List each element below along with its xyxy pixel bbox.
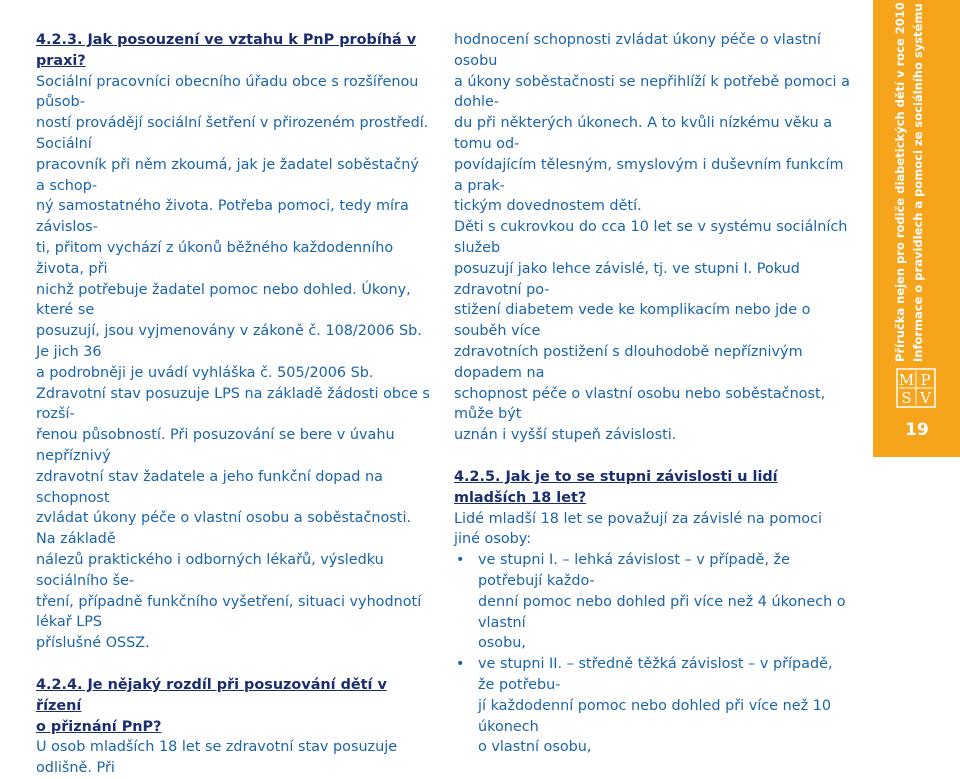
text-line: povídajícím tělesným, smyslovým i duševním funkcím a prak- <box>454 156 844 194</box>
logo-letter: V <box>920 389 931 407</box>
text-line: hodnocení schopnosti zvládat úkony péče o vlastní osobu <box>454 32 821 69</box>
list-item <box>454 654 852 758</box>
text-line: nichž potřebuje žadatel pomoc nebo dohled. Úkony, které se <box>36 281 411 319</box>
page-number: 19 <box>905 420 929 440</box>
bullet-icon: • <box>456 552 465 569</box>
text-line: jí každodenní pomoc nebo dohled při více než 10 úkonech <box>478 697 832 735</box>
text-line: tickým dovednostem dětí. <box>454 198 642 215</box>
logo-letter: M <box>898 371 915 389</box>
text-line: příslušné OSSZ. <box>36 635 150 652</box>
text-line: nálezů praktického i odborných lékařů, výsledku sociálního še- <box>36 551 384 589</box>
text-line: Sociální pracovníci obecního úřadu obce s rozšířenou působ- <box>36 73 419 111</box>
text-line: du při některých úkonech. A to kvůli nízkému věku a tomu od- <box>454 115 833 152</box>
text-line: zdravotních postižení s dlouhodobě nepříznivým dopadem na <box>454 343 803 381</box>
text-line: stižení diabetem vede ke komplikacím nebo jde o souběh více <box>454 302 811 340</box>
text-line: U osob mladších 18 let se zdravotní stav posuzuje odlišně. Při <box>36 739 398 777</box>
section-heading-4-2-4 <box>36 675 432 737</box>
list-intro: Lidé mladší 18 let se považují za závislé na pomoci jiné osoby: <box>454 510 822 548</box>
paragraph-4-2-4 <box>36 737 432 779</box>
text-line: zvládat úkony péče o vlastní osobu a soběstačnosti. Na základě <box>36 510 412 548</box>
text-line: a podrobněji je uvádí vyhláška č. 505/2006 Sb. <box>36 364 374 381</box>
text-line: tření, případně funkčního vyšetření, situaci vyhodnotí lékař LPS <box>36 593 422 631</box>
paragraph-continued <box>454 30 852 446</box>
logo-letter: S <box>901 389 912 407</box>
sidebar-title-line-1: Příručka nejen pro rodiče diabetických dětí v roce 2010 <box>893 2 907 362</box>
sidebar-title-line-2: Informace o pravidlech a pomoci ze sociálního systému <box>911 3 925 362</box>
bullet-icon: • <box>456 656 465 673</box>
left-column <box>36 30 432 779</box>
text-line: Děti s cukrovkou do cca 10 let se v systému sociálních služeb <box>454 219 848 256</box>
heading-line: 4.2.4. Je nějaký rozdíl při posuzování dětí v řízení <box>36 676 387 714</box>
text-line: Zdravotní stav posuzuje LPS na základě žádosti obce s rozší- <box>36 385 430 423</box>
spacer <box>36 654 432 675</box>
spacer <box>454 446 852 467</box>
text-line: ností provádějí sociální šetření v přirozeném prostředí. Sociální <box>36 115 429 152</box>
text-line: pracovník při něm zkoumá, jak je žadatel soběstačný a schop- <box>36 156 419 194</box>
text-line: a úkony soběstačnosti se nepřihlíží k potřebě pomoci a dohle- <box>454 73 850 111</box>
section-heading-4-2-3: 4.2.3. Jak posouzení ve vztahu k PnP probíhá v praxi? <box>36 32 417 69</box>
text-line: řenou působností. Při posuzování se bere v úvahu nepříznivý <box>36 427 395 464</box>
heading-line: o přiznání PnP? <box>36 718 162 735</box>
logo-letter: P <box>920 371 931 389</box>
text-line: schopnost péče o vlastní osobu nebo soběstačnost, může být <box>454 385 826 423</box>
paragraph-4-2-3 <box>36 72 432 654</box>
text-line: o vlastní osobu, <box>478 739 592 756</box>
list-item <box>454 550 852 654</box>
text-line: ve stupni I. – lehká závislost – v případě, že potřebují každo- <box>478 552 790 589</box>
text-line: ný samostatného života. Potřeba pomoci, tedy míra závislos- <box>36 198 409 236</box>
text-line: zdravotní stav žadatele a jeho funkční dopad na schopnost <box>36 468 383 506</box>
text-line: posuzují jako lehce závislé, tj. ve stupni I. Pokud zdravotní po- <box>454 260 800 298</box>
text-line: ti, přitom vychází z úkonů běžného každodenního života, při <box>36 239 394 277</box>
text-line: denní pomoc nebo dohled při více než 4 úkonech o vlastní <box>478 593 846 631</box>
right-column <box>454 30 852 758</box>
text-line: osobu, <box>478 635 526 652</box>
text-line: posuzují, jsou vyjmenovány v zákoně č. 108/2006 Sb. Je jich 36 <box>36 323 422 360</box>
text-line: uznán i vyšší stupeň závislosti. <box>454 427 677 444</box>
text-line: ve stupni II. – středně těžká závislost – v případě, že potřebu- <box>478 656 833 693</box>
section-heading-4-2-5: 4.2.5. Jak je to se stupni závislosti u lidí mladších 18 let? <box>454 468 778 506</box>
mpsv-logo <box>896 368 936 408</box>
